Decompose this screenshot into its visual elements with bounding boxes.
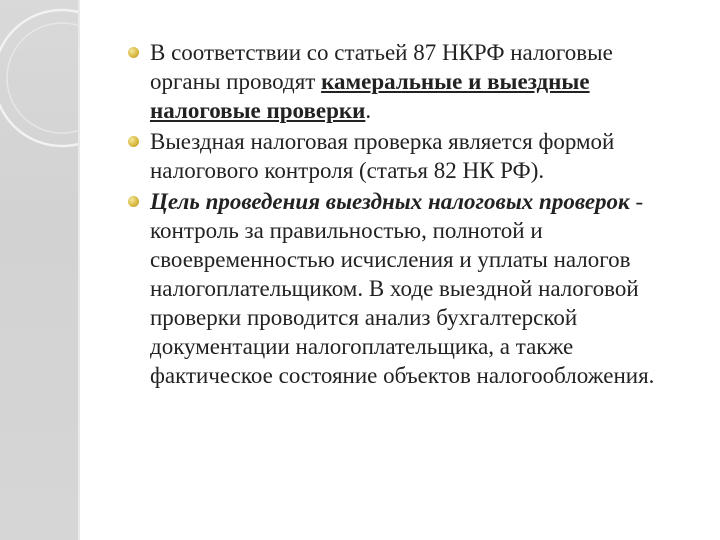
bullet-1-text: В соответствии со статьей 87 НКРФ налоговые органы проводят — [150, 40, 613, 94]
decorative-arc-outer — [0, 10, 78, 146]
bullet-dot-icon — [128, 47, 139, 58]
decorative-arc-inner — [7, 23, 78, 133]
bullet-3-emphasis: Цель проведения выездных налоговых проверок — [150, 189, 630, 214]
decorative-side-panel — [0, 0, 78, 540]
bullet-3-text: - контроль за правильностью, полнотой и своевременностью исчисления и уплаты налогов налогоплательщиком. В ходе выездной налоговой проверки проводится анализ бухгалтерской документации налогоплательщика, а также фактическое состояние объектов налогообложения. — [150, 189, 655, 388]
bullet-item-2 — [128, 127, 688, 185]
decorative-arcs — [0, 0, 78, 540]
panel-divider — [78, 0, 80, 540]
bullet-item-1 — [128, 38, 688, 125]
bullet-item-3 — [128, 187, 688, 390]
bullet-1-tail: . — [365, 98, 372, 123]
bullet-dot-icon — [128, 136, 139, 147]
bullet-list — [128, 38, 688, 392]
bullet-dot-icon — [128, 196, 139, 207]
bullet-2-text: Выездная налоговая проверка является формой налогового контроля (статья 82 НК РФ). — [150, 129, 615, 183]
bullet-1-emphasis: камеральные и выездные налоговые проверки — [150, 69, 590, 123]
